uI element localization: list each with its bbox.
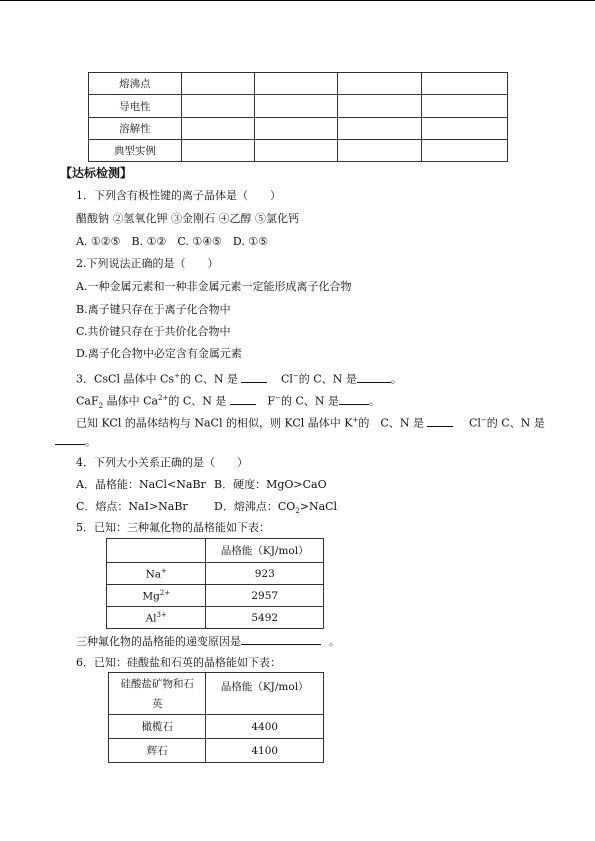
q4-option-b: B．硬度：MgO>CaO [214, 478, 327, 491]
q5-ion-mg: $Mg^{2+}$ [107, 585, 206, 607]
q5-ion-al: $Al^{3+}$ [107, 607, 206, 629]
q5-value-na: 923 [206, 563, 324, 585]
q6-mineral-pyroxene: 辉石 [109, 739, 206, 763]
property-table [88, 72, 508, 162]
q6-header-mineral: 硅酸盐矿物和石 英 [109, 673, 206, 715]
q2-option-a: A.一种金属元素和一种非金属元素一定能形成离子化合物 [76, 280, 352, 293]
q5-stem: 5．已知：三种氟化物的晶格能如下表： [76, 521, 270, 534]
q6-header-energy: 晶格能（KJ/mol） [206, 673, 324, 715]
q4-option-a: A．晶格能：NaCl<NaBr [76, 478, 206, 491]
answer-blank[interactable] [55, 444, 85, 445]
answer-blank[interactable] [427, 426, 453, 427]
q2-option-b: B.离子键只存在于离子化合物中 [76, 303, 231, 316]
q6-lattice-table [108, 672, 324, 763]
q6-value-olivine: 4400 [206, 715, 324, 739]
answer-blank[interactable] [241, 644, 321, 645]
answer-blank[interactable] [339, 404, 369, 405]
q1-stem: 1．下列含有极性键的离子晶体是（ ） [76, 189, 281, 202]
row-label-conductivity: 导电性 [89, 95, 182, 118]
answer-blank[interactable] [230, 404, 256, 405]
q5-lattice-table [106, 538, 324, 629]
q5-value-mg: 2957 [206, 585, 324, 607]
q4-option-d: D．熔沸点：$CO_2>NaCl$ [214, 500, 338, 516]
q5-header-energy: 晶格能（KJ/mol） [206, 539, 324, 563]
answer-blank[interactable] [241, 382, 267, 383]
q6-value-pyroxene: 4100 [206, 739, 324, 763]
q2-stem: 2.下列说法正确的是（ ） [76, 257, 219, 270]
q5-reason: 三种氟化物的晶格能的递变原因是 。 [76, 635, 340, 648]
q3-line2: CaF$_2$ 晶体中 $Ca^{2+}$的 C、N 是 F−的 C、N 是 。 [76, 394, 380, 410]
q4-option-c: C．熔点：NaI>NaBr [76, 500, 188, 513]
q6-mineral-olivine: 橄榄石 [109, 715, 206, 739]
row-label-melting: 熔沸点 [89, 73, 182, 95]
q2-option-c: C.共价键只存在于共价化合物中 [76, 325, 231, 338]
row-label-solubility: 溶解性 [89, 118, 182, 140]
q1-items: 醋酸钠 ②氢氧化钾 ③金刚石 ④乙醇 ⑤氯化钙 [76, 212, 299, 225]
answer-blank[interactable] [357, 382, 391, 383]
q5-value-al: 5492 [206, 607, 324, 629]
q6-stem: 6．已知：硅酸盐和石英的晶格能如下表： [76, 656, 281, 669]
top-rule [0, 0, 595, 1]
q2-option-d: D.离子化合物中必定含有金属元素 [76, 347, 242, 360]
section-header: 【达标检测】 [60, 166, 133, 180]
q3-line3: 已知 KCl 的晶体结构与 NaCl 的相似，则 KCl 晶体中 K+的 C、N 是 Cl−的 C、N 是 [76, 416, 545, 430]
q4-stem: 4．下列大小关系正确的是（ ） [76, 456, 248, 469]
q3-line4: 。 [55, 435, 96, 449]
q3-line1: 3．CsCl 晶体中 Cs+的 C、N 是 Cl−的 C、N 是 。 [76, 372, 402, 386]
q1-options: A. ①②⑤ B. ①② C. ①④⑤ D. ①⑤ [76, 235, 269, 248]
row-label-examples: 典型实例 [89, 140, 182, 162]
q5-ion-na: Na+ [107, 563, 206, 585]
